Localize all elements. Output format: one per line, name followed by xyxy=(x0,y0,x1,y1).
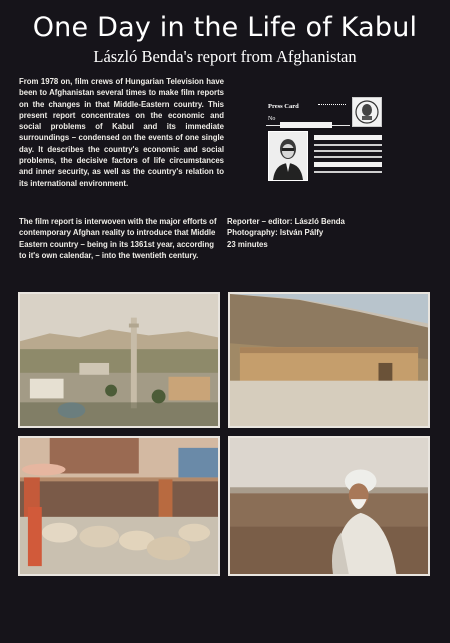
press-card-number-label: No xyxy=(268,116,276,122)
credit-reporter: Reporter – editor: László Benda xyxy=(227,217,345,226)
photo-fortress-wall xyxy=(228,292,430,428)
photo-kabul-cityscape xyxy=(18,292,220,428)
photo-market-sheep xyxy=(18,436,220,576)
body-paragraph: The film report is interwoven with the major efforts of contemporary Afghan reality to introduce that Middle Eastern country – being in its 1361st year, according to it's own calendar, – into the twentieth century. xyxy=(19,217,217,260)
credit-photography: Photography: István Pálfy xyxy=(227,228,324,238)
press-card-label: Press Card xyxy=(268,103,299,110)
page-subtitle: László Benda's report from Afghanistan xyxy=(93,47,357,66)
press-card-image xyxy=(266,97,384,183)
press-card-fields xyxy=(314,135,382,177)
press-card-number-field xyxy=(280,122,332,128)
page-title: One Day in the Life of Kabul xyxy=(32,12,418,43)
credit-duration: 23 minutes xyxy=(227,239,268,249)
emblem-icon xyxy=(352,97,382,127)
credits xyxy=(227,216,437,250)
intro-paragraph: From 1978 on, film crews of Hungarian Television have been to Afghanistan several times to make film reports on the changes in that Middle-Eastern country. This present report concentrates on the economic and social problems of Kabul and its immediate surroundings – condensed on the events of one single day. It describes the country's economic and social problems, the decisive factors of life circumstances and inner security, as well as the country's relation to its international environment. xyxy=(19,77,224,188)
press-card-front xyxy=(266,100,350,126)
photo-old-man-turban xyxy=(228,436,430,576)
press-card-script-line xyxy=(318,104,346,107)
portrait-photo xyxy=(268,131,308,181)
